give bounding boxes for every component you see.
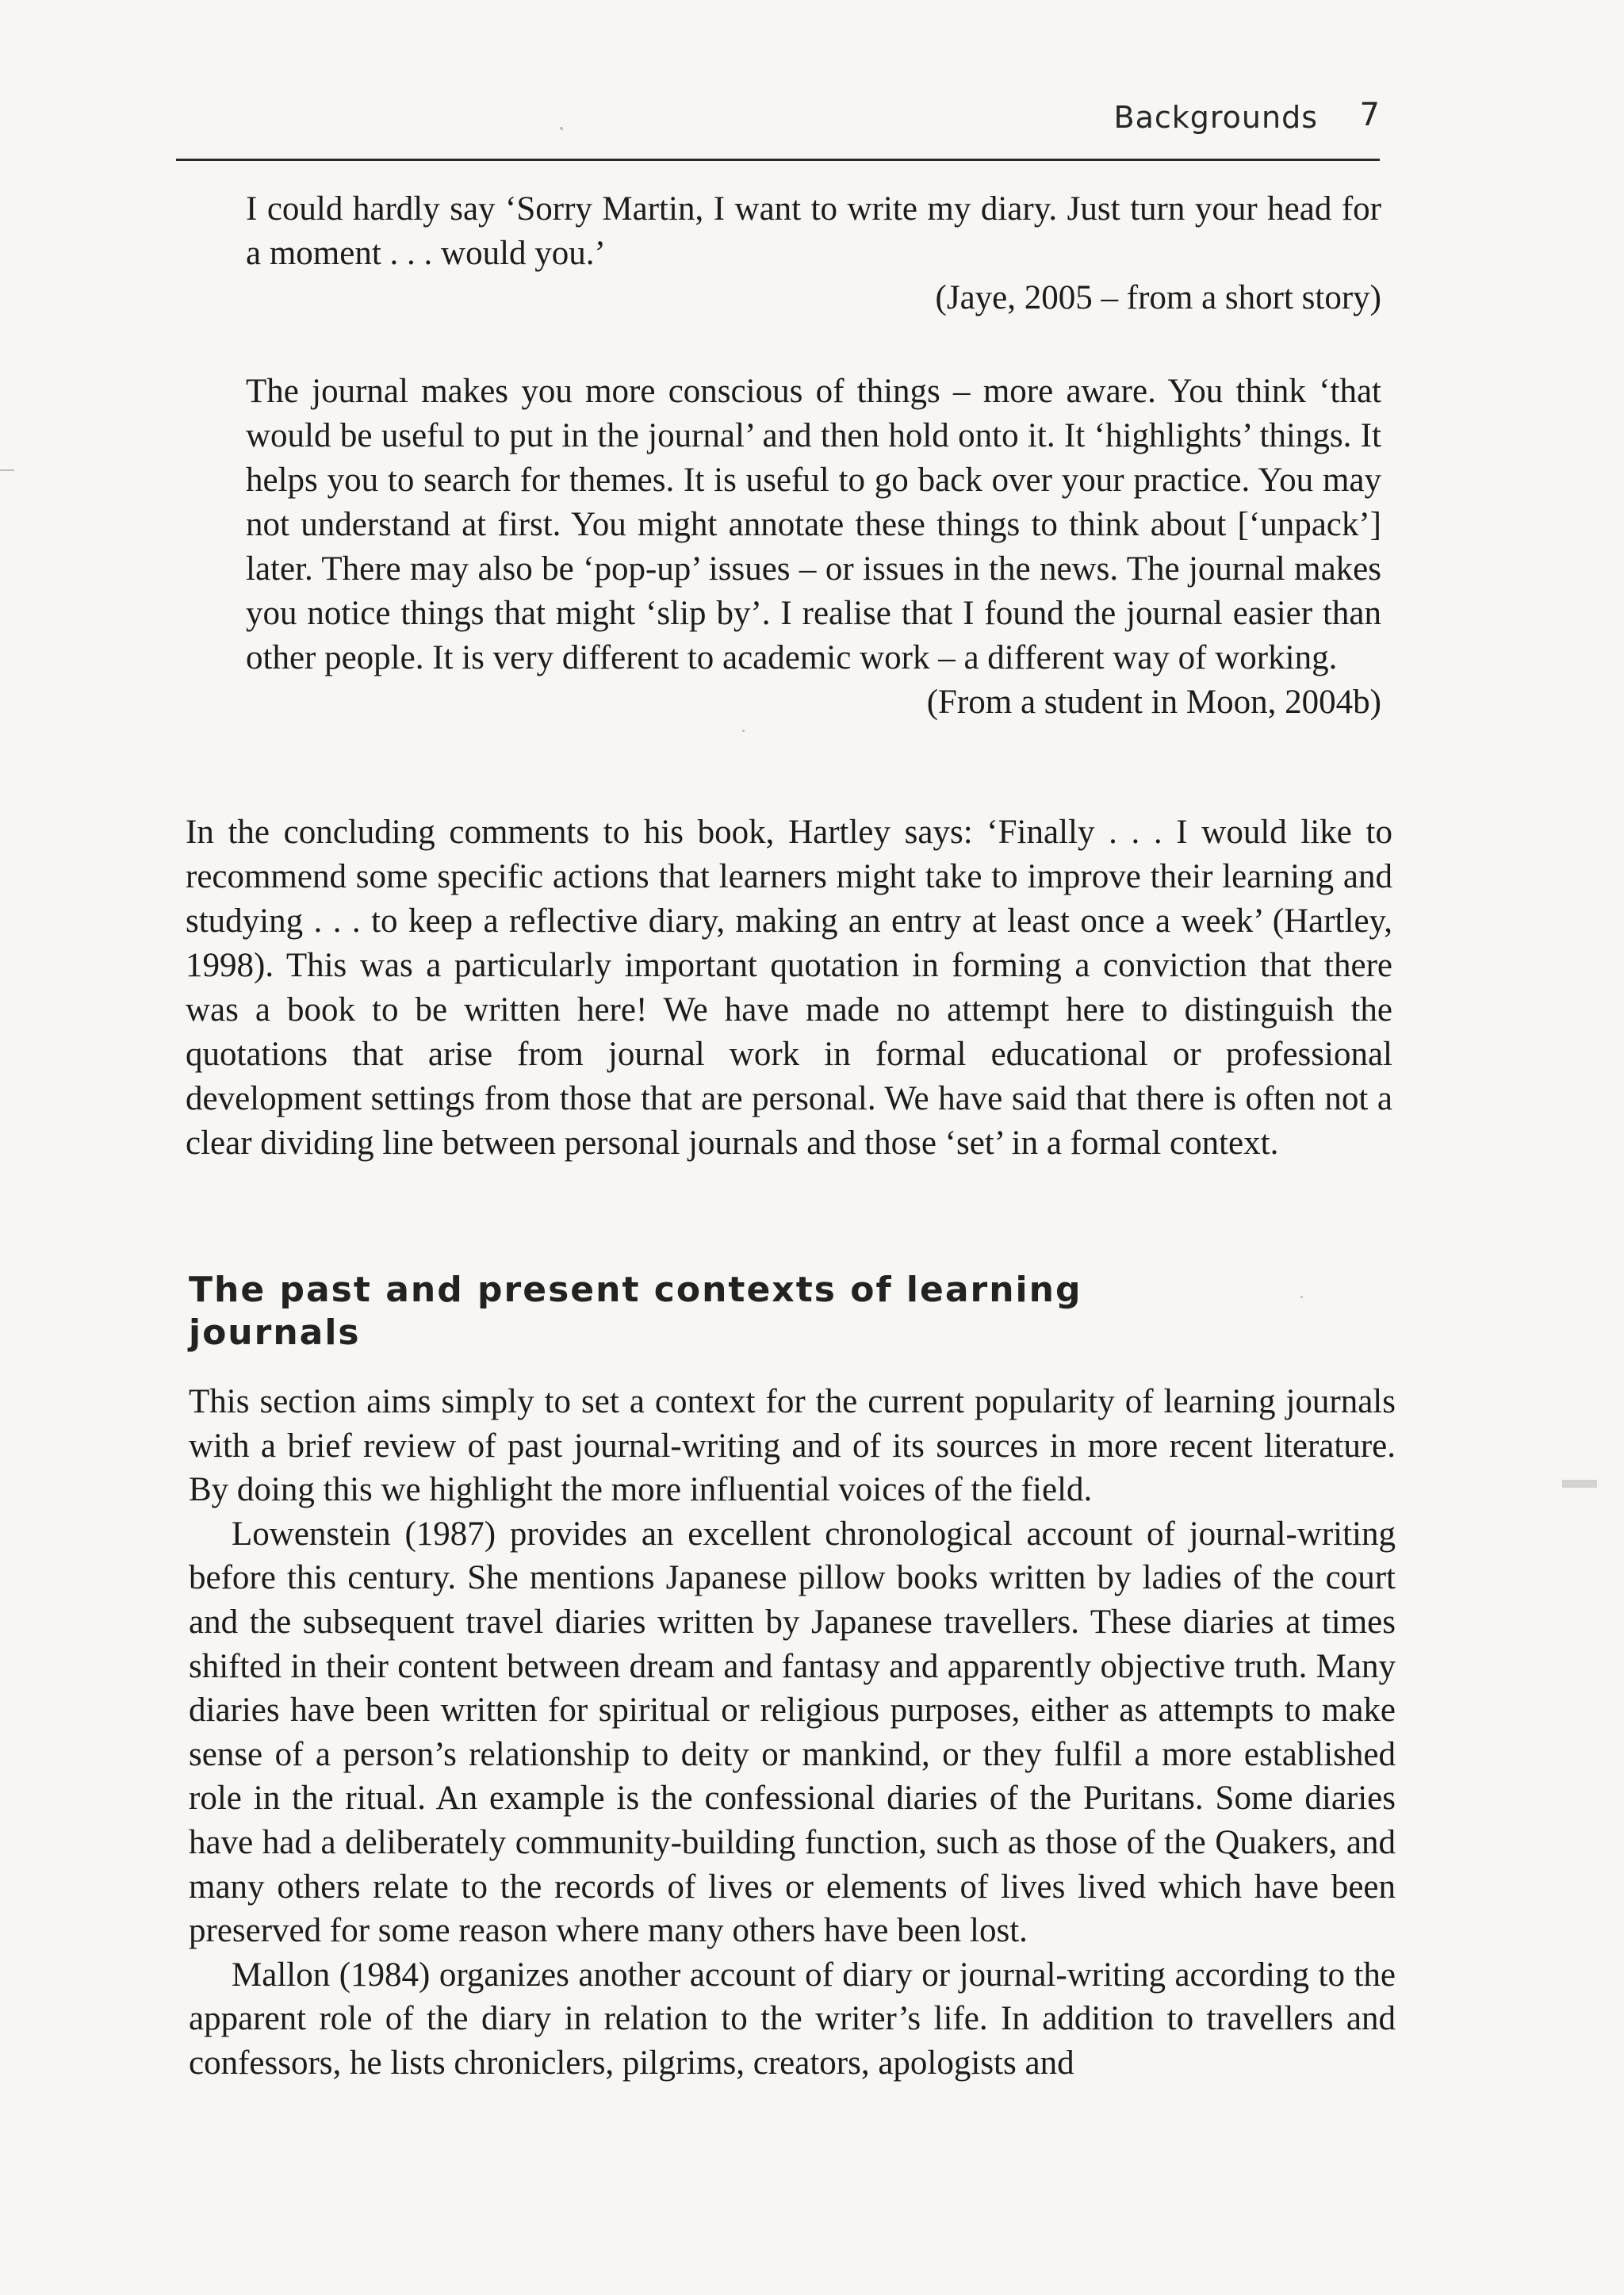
quote-text: I could hardly say ‘Sorry Martin, I want to write my diary. Just turn your head for a moment . . . would you.’ xyxy=(246,190,1381,272)
block-quote xyxy=(246,370,1381,725)
scan-speck xyxy=(1300,1296,1303,1298)
body-paragraph: In the concluding comments to his book, Hartley says: ‘Finally . . . I would like to recommend some specific actions that learners might take to improve their learning and studying . . . to keep a reflective diary, making an entry at least once a week’ (Hartley, 1998). This was a particularly important quotation in forming a conviction that there was a book to be written here! We have made no attempt here to distinguish the quotations that arise from journal work in formal educational or professional development settings from those that are personal. We have said that there is often not a clear dividing line between personal journals and those ‘set’ in a formal context. xyxy=(186,814,1392,1162)
section-paragraph: This section aims simply to set a context for the current popularity of learning journals with a brief review of past journal-writing and of its sources in more recent literature. By doing this we highlight the more influential voices of the field. xyxy=(189,1383,1396,1509)
quote-attribution: (From a student in Moon, 2004b) xyxy=(926,684,1381,721)
page-number: 7 xyxy=(1359,97,1380,133)
quote-attribution: (Jaye, 2005 – from a short story) xyxy=(935,279,1381,316)
section-paragraph: Lowenstein (1987) provides an excellent chronological account of journal-writing before this century. She mentions Japanese pillow books written by ladies of the court and the subsequent travel diaries written by Japanese travellers. These diaries at times shifted in their content between dream and fantasy and apparently objective truth. Many diaries have been written for spiritual or religious purposes, either as attempts to make sense of a person’s relationship to deity or mankind, or they fulfil a more established role in the ritual. An example is the confessional diaries of the Puritans. Some diaries have had a deliberately community-building function, such as those of the Quakers, and many others relate to the records of lives or elements of lives lived which have been preserved for some reason where many others have been lost. xyxy=(189,1515,1396,1950)
running-title: Backgrounds xyxy=(1113,100,1318,135)
section-paragraph: Mallon (1984) organizes another account of diary or journal-writing according to the apparent role of the diary in relation to the writer’s life. In addition to travellers and confessors, he lists chroniclers, pilgrims, creators, apologists and xyxy=(189,1956,1396,2082)
running-header xyxy=(176,97,1380,161)
section-heading: The past and present contexts of learning journals xyxy=(189,1270,1082,1353)
scan-speck xyxy=(742,730,745,732)
block-quote xyxy=(246,187,1381,320)
scan-speck xyxy=(1562,1480,1597,1488)
section-body xyxy=(189,1380,1396,2086)
quote-text: The journal makes you more conscious of things – more aware. You think ‘that would be useful to put in the journal’ and then hold onto it. It ‘highlights’ things. It helps you to search for themes. It is useful to go back over your practice. You may not understand at first. You might annotate these things to think about [‘unpack’] later. There may also be ‘pop-up’ issues – or issues in the news. The journal makes you notice things that might ‘slip by’. I realise that I found the journal easier than other people. It is very different to academic work – a different way of working. xyxy=(246,373,1381,676)
scan-speck xyxy=(0,469,14,471)
